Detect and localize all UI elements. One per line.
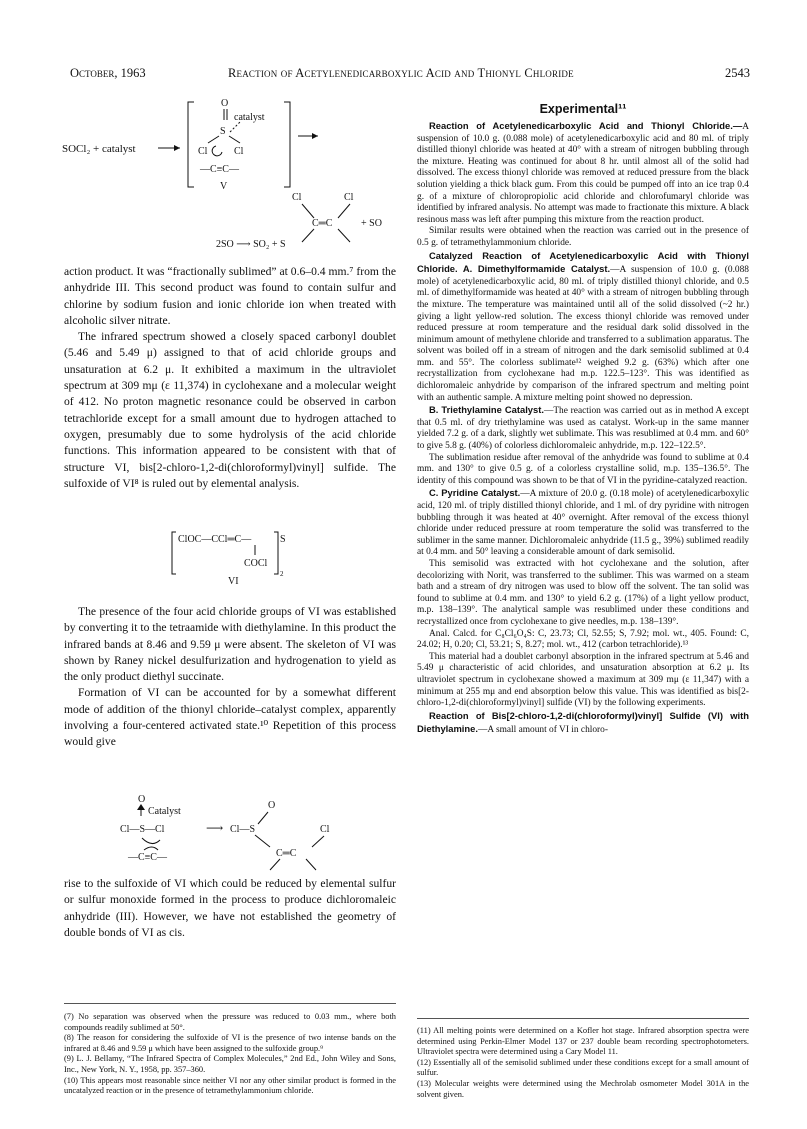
product-alkene: C═C [312,218,333,229]
product-cl2: Cl [344,192,354,203]
reaction-scheme-2 [100,792,390,872]
left-column-body-2 [64,604,396,751]
scheme1-label-v: V [220,181,228,192]
footnotes-right [417,1026,749,1100]
section-heading: Catalyzed Reaction of Acetylenedicarboxylic Acid with Thionyl Chloride. A. Dimethylformamide Catalyst. [417,249,749,275]
scheme1-cl2: Cl [234,146,244,157]
reaction-scheme-1 [62,92,407,252]
paragraph: rise to the sulfoxide of VI which could be reduced by elemental sulfur or sulfur monoxide formed in the process to produce dichloromaleic anhydride (III). However, we have not established the geometry of double bonds of VI as cis. [64,877,396,939]
structure-vi [170,528,320,588]
paragraph: action product. It was “fractionally sublimed” at 0.6–0.4 mm.⁷ from the anhydride III. This second product was found to contain sulfur and chlorine by sodium fusion and ionic chloride ion when treated with alcoholic silver nitrate. [64,265,396,327]
scheme1-s: S [220,126,226,137]
page-number: 2543 [725,66,750,80]
s2-catalyst: Catalyst [148,806,181,817]
disproportionation: 2SO ⟶ SO₂ + S [216,239,286,250]
section-heading: C. Pyridine Catalyst. [429,487,521,499]
vi-s: S [280,534,286,545]
scheme1-o: O [221,98,229,109]
footnote: (8) The reason for considering the sulfoxide of VI is the presence of two intense bands on the infrared at 8.46 and 9.59 μ which have been assigned to the sulfoxide group.⁹ [64,1033,396,1053]
s2-arrow: ⟶ [206,821,224,835]
section-heading: Reaction of Acetylenedicarboxylic Acid and Thionyl Chloride.— [429,120,743,131]
section-heading: B. Triethylamine Catalyst. [429,404,544,416]
footnote: (10) This appears most reasonable since neither VI nor any other similar product is formed in the uncatalyzed reaction or in the presence of tetramethylammonium chloride. [64,1075,396,1096]
right-column-body [417,120,749,737]
analysis: Anal. Calcd. for C₈Cl₆O₄S: C, 23.73; Cl, 52.55; S, 7.92; mol. wt., 405. Found: C, 24.02; H, 0.20; Cl, 53.21; S, 8.27; mol. wt., 412 (carbon tetrachloride).¹³ [417,628,749,651]
product-plus-so: + SO [361,218,382,229]
footnote: (9) L. J. Bellamy, “The Infrared Spectra of Complex Molecules,” 2nd Ed., John Wiley and Sons, Inc., New York, N. Y., 1958, pp. 357–360. [64,1054,396,1074]
paragraph: Formation of VI can be accounted for by a somewhat different mode of addition of the thionyl chloride–catalyst complex, apparently involving a four-centered activated state.¹⁰ Repetition of this process would give [64,686,396,749]
s2-prod-cl: Cl [320,824,330,835]
section-text: —A small amount of VI in chloro- [477,725,608,736]
vi-top: ClOC—CCl═C— [178,534,252,545]
left-column-body [64,264,396,492]
paragraph: The infrared spectrum showed a closely spaced carbonyl doublet (5.46 and 5.49 μ) assigned to that of acid chloride groups and unsaturation at 6.2 μ. It exhibited a maximum in the ultraviolet spectrum at 309 mμ (ε 11,374) in cyclohexane and a molecular weight of 412. No proton magnetic resonance could be observed in carbon tetrachloride except for a small amount due to hydrogen attached to oxygen, presumably due to some hydrolysis of the acid chloride functions. This information appeared to be consistent with that of structure VI, bis[2-chloro-1,2-di(chloroformyl)vinyl] sulfide. The sulfoxide of VI⁸ is ruled out by elemental analysis. [64,330,396,490]
scheme1-alkyne: —C≡C— [200,164,239,175]
scheme1-catalyst: catalyst [234,112,265,123]
paragraph: The sublimation residue after removal of the anhydride was found to sublime at 0.4 mm. and 130° to give 0.5 g. of a colorless crystalline solid, m.p. 135–136.5°. The identity of this compound was shown to be that of VI in the pyridine-catalyzed reaction. [417,452,749,486]
scheme1-reagent: SOCl₂ + catalyst [62,143,136,155]
section-heading: Reaction of Bis[2-chloro-1,2-di(chloroformyl)vinyl] Sulfide (VI) with Diethylamine. [417,709,749,735]
paragraph: This material had a doublet carbonyl absorption in the infrared spectrum at 5.46 and 5.49 μ characteristic of acid chlorides, and unsaturation absorption at 6.2 μ. Its ultraviolet spectrum in cyclohexane showed a maximum at 309 mμ (ε 11,347) with a minimum at 255 mμ and end absorption below this value. This was identified as bis[2-chloro-1,2-di(chloroformyl)vinyl] sulfide (VI) by the following experiments. [417,651,749,709]
s2-prod-s: Cl—S [230,824,256,835]
paragraph: This semisolid was extracted with hot cyclohexane and the solution, after decolorizing with Norit, was transferred to the sublimer. This was warmed on a steam bath and a stream of dry nitrogen was used to blow off the solvent. The tan solid was found to sublime at 0.4 mm. and 130° to yield 6.2 g. (17%) of a light yellow product, m.p. 138–139°. The analytical sample was resublimed under these conditions and recrystallized once from cyclohexane to give needles, m.p. 138–139°. [417,558,749,627]
footnote: (12) Essentially all of the semisolid sublimed under these conditions except for a small amount of sulfur. [417,1057,749,1078]
s2-prod-alkene: C═C [276,848,297,859]
paragraph: Similar results were obtained when the reaction was carried out in the presence of 0.5 g. of tetramethylammonium chloride. [417,226,749,248]
s2-prod-o: O [268,800,276,811]
product-cl1: Cl [292,192,302,203]
experimental-heading: Experimental¹¹ [539,102,627,116]
s2-alkyne: —C≡C— [128,852,167,863]
section-text: —The reaction was carried out as in method A except that 0.5 ml. of dry triethylamine was used as catalyst. Work-up in the same manner yielded 7.2 g. of a dark, slightly wet sublimate. This was resublimed at 0.4 mm. and 60° to give 5.8 g. (40%) of colorless dichloromaleic anhydride, m.p. 122–122.5°. [417,406,749,452]
vi-label: VI [228,576,239,587]
header-title: Reaction of Acetylenedicarboxylic Acid and Thionyl Chloride [228,66,574,80]
footnote: (11) All melting points were determined on a Kofler hot stage. Infrared absorption spectra were determined using Perkin-Elmer Model 137 or 237 double beam recording spectrophotometers. Ultraviolet spectra were determined using a Cary Model 11. [417,1026,749,1057]
footnote-divider-right [417,1018,749,1019]
header-date: October, 1963 [70,66,146,80]
section-text: —A suspension of 10.0 g. (0.088 mole) of acetylenedicarboxylic acid, 80 ml. of triply distilled thionyl chloride, and 0.5 ml. of dimethylformamide was heated at 40° with a stream of nitrogen bubbling through the mixture. The temperature was maintained until all of the solid dissolved (~2 hr.) giving a light yellow-red solution. The excess thionyl chloride was removed under reduced pressure at room temperature and the residual dark solid dissolved in the minimum amount of methylene chloride and transferred to a sublimation apparatus. The solvent was boiled off in a stream of nitrogen and the dark semisolid sublimed at 0.4 mm. and 55°. The colorless sublimate¹² weighed 9.2 g. (63%) which after one recrystallization from cyclohexane had m.p. 122.5–123°. This was identified as dichloromaleic anhydride by comparison of the infrared spectrum and melting point with an authentic sample. A mixture melting point showed no depression. [417,265,749,403]
vi-bottom: COCl [244,558,268,569]
vi-subscript: 2 [280,570,284,578]
paragraph: The presence of the four acid chloride groups of VI was established by converting it to the tetraamide with diethylamine. In this product the infrared bands at 8.46 and 9.59 μ were absent. The skeleton of VI was shown by Raney nickel desulfurization and hydrogenation to yield as the only product diethyl succinate. [64,605,396,684]
running-header [70,66,750,84]
footnotes-left [64,1012,396,1097]
footnote: (7) No separation was observed when the pressure was reduced to 0.03 mm., where both compounds readily sublimed at 50°. [64,1012,396,1032]
section-text: A suspension of 10.0 g. (0.088 mole) of acetylenedicarboxylic acid and 80 ml. of triply distilled thionyl chloride was heated at 40° with a stream of nitrogen bubbling through the mixture. Heating was continued for about 8 hr. until almost all of the solid had dissolved. The excess thionyl chloride was removed at reduced pressure from the black solution yielding a thick black gum. From this could be pumped off into an ice trap 0.4 g. of a mixture of chloropropiolic acid chloride and chlorofumaryl chloride was identified by infrared analysis. No attempt was made to fractionate this mixture. A black resinous mass was left after pumping this mixture from the reaction product. [417,122,749,225]
s2-left-s: Cl—S—Cl [120,824,165,835]
left-column-body-3 [64,876,396,941]
scheme1-cl1: Cl [198,146,208,157]
footnote: (13) Molecular weights were determined using the Mechrolab osmometer Model 301A in the solvent given. [417,1078,749,1099]
s2-o: O [138,794,146,805]
footnote-divider [64,1003,396,1004]
section-text: —A mixture of 20.0 g. (0.18 mole) of acetylenedicarboxylic acid, 120 ml. of triply distilled thionyl chloride, and 1 ml. of dry pyridine with nitrogen bubbling through it was heated at 40° overnight. After removal of the excess thionyl chloride under reduced pressure at room temperature the solid was transferred to the sublimer in the same manner. Dichloromaleic anhydride (11.5 g., 39%) sublimed readily at 0.4 mm. and 50° leaving a considerable amount of dark semisolid. [417,489,749,558]
